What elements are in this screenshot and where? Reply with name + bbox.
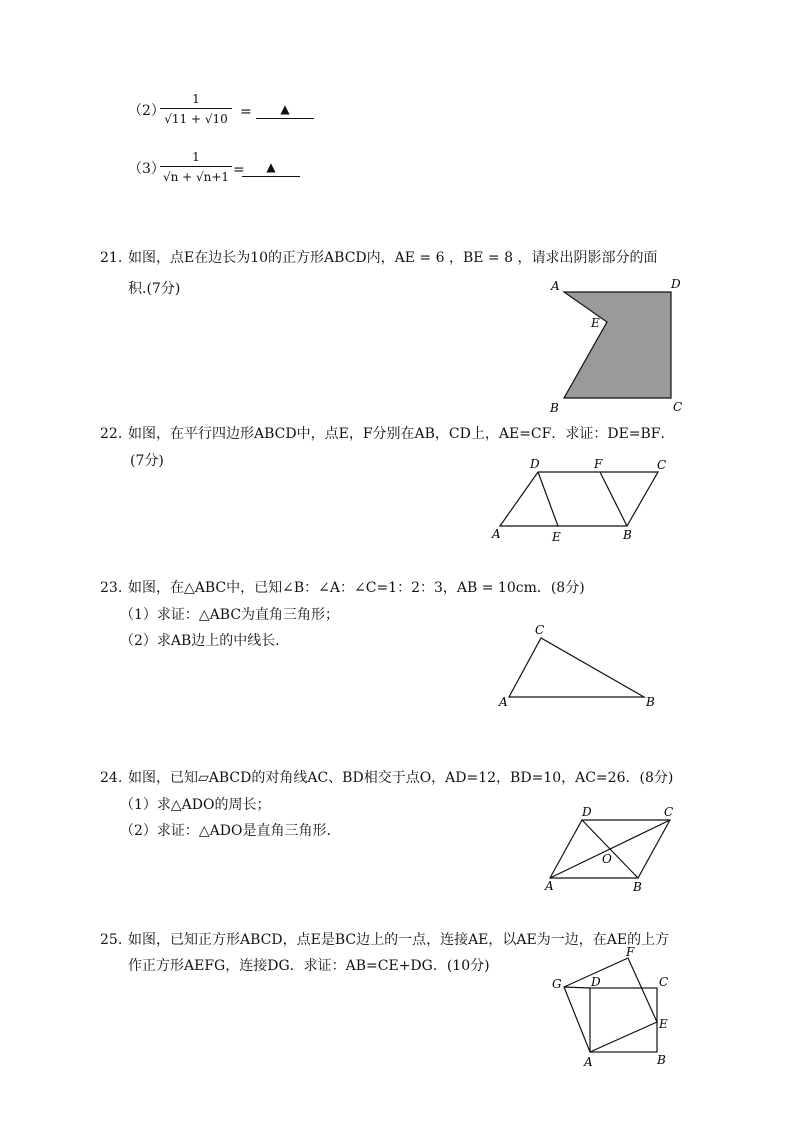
q20-part2-label: （2） <box>128 103 165 119</box>
q20-part2-denominator: √11 + √10 <box>164 112 228 126</box>
q20-part2-numerator: 1 <box>192 92 200 106</box>
q22-point-d: D <box>530 457 540 471</box>
q20-part3-equals: = <box>233 162 245 178</box>
q22-number: 22. <box>100 426 123 442</box>
q20-part3-fraction <box>160 150 232 185</box>
q21-point-c: C <box>673 400 683 414</box>
q23-point-b: B <box>646 695 655 709</box>
q25-text-line2: 作正方形AEFG，连接DG．求证：AB=CE+DG．(10分) <box>128 958 490 974</box>
q21-text-line1: 如图，点E在边长为10的正方形ABCD内，AE = 6 ，BE = 8 ，请求出阴影部分的面 <box>128 250 658 266</box>
q22-parallelogram-figure <box>488 454 678 546</box>
q20-part2-fraction <box>160 92 232 127</box>
answer-triangle-icon: ▲ <box>266 160 276 174</box>
q22-text-line2: (7分) <box>130 453 164 469</box>
q20-part3-answer-blank[interactable] <box>242 158 300 177</box>
q23-triangle-figure <box>492 622 662 710</box>
q21-square-figure <box>540 272 690 418</box>
q24-point-d: D <box>582 805 592 819</box>
q25-number: 25. <box>100 932 123 948</box>
q23-point-a: A <box>499 695 508 709</box>
q24-part1: （1）求△ADO的周长； <box>120 797 271 813</box>
q21-text-line2: 积.(7分) <box>128 281 181 297</box>
q25-point-f: F <box>626 945 635 959</box>
q25-point-a: A <box>584 1055 593 1069</box>
q25-point-g: G <box>552 977 562 991</box>
q24-point-c: C <box>664 805 674 819</box>
q24-point-b: B <box>633 880 642 894</box>
q20-part2-equals: = <box>240 104 252 120</box>
q24-point-o: O <box>602 852 612 866</box>
q21-point-e: E <box>591 316 600 330</box>
q20-part3-denominator: √n + √n+1 <box>162 170 230 184</box>
q23-point-c: C <box>535 623 545 637</box>
q25-squares-figure <box>544 940 676 1070</box>
q23-number: 23. <box>100 580 123 596</box>
q21-point-a: A <box>551 279 560 293</box>
q20-part3-label: （3） <box>128 161 165 177</box>
q21-point-d: D <box>671 277 681 291</box>
q23-part2: （2）求AB边上的中线长． <box>120 633 290 649</box>
q21-point-b: B <box>550 401 559 415</box>
q21-shaded-region <box>564 292 671 398</box>
q25-point-d: D <box>591 975 601 989</box>
q25-point-b: B <box>657 1053 666 1067</box>
q20-part3-numerator: 1 <box>192 150 200 164</box>
answer-triangle-icon: ▲ <box>280 102 290 116</box>
q24-point-a: A <box>545 879 554 893</box>
q20-part2-answer-blank[interactable] <box>256 100 314 119</box>
q24-number: 24. <box>100 770 123 786</box>
q22-point-f: F <box>594 457 603 471</box>
q24-text-line1: 如图，已知▱ABCD的对角线AC、BD相交于点O，AD=12，BD=10，AC=26．(8分) <box>128 770 674 786</box>
q22-point-e: E <box>552 530 561 544</box>
q24-parallelogram-figure <box>538 802 686 894</box>
q23-part1: （1）求证：△ABC为直角三角形； <box>120 607 340 623</box>
q25-point-c: C <box>659 975 669 989</box>
q24-part2: （2）求证：△ADO是直角三角形． <box>120 823 341 839</box>
q22-point-a: A <box>492 527 501 541</box>
q25-text-line1: 如图，已知正方形ABCD，点E是BC边上的一点，连接AE，以AE为一边，在AE的上方 <box>128 932 670 948</box>
q21-number: 21. <box>100 250 123 266</box>
q22-point-c: C <box>657 458 667 472</box>
q22-text-line1: 如图，在平行四边形ABCD中，点E，F分别在AB，CD上，AE=CF．求证：DE=BF． <box>128 426 675 442</box>
q23-text-line1: 如图，在△ABC中，已知∠B：∠A：∠C=1：2：3，AB = 10cm．(8分) <box>128 580 585 596</box>
q22-point-b: B <box>623 528 632 542</box>
q25-point-e: E <box>659 1017 668 1031</box>
